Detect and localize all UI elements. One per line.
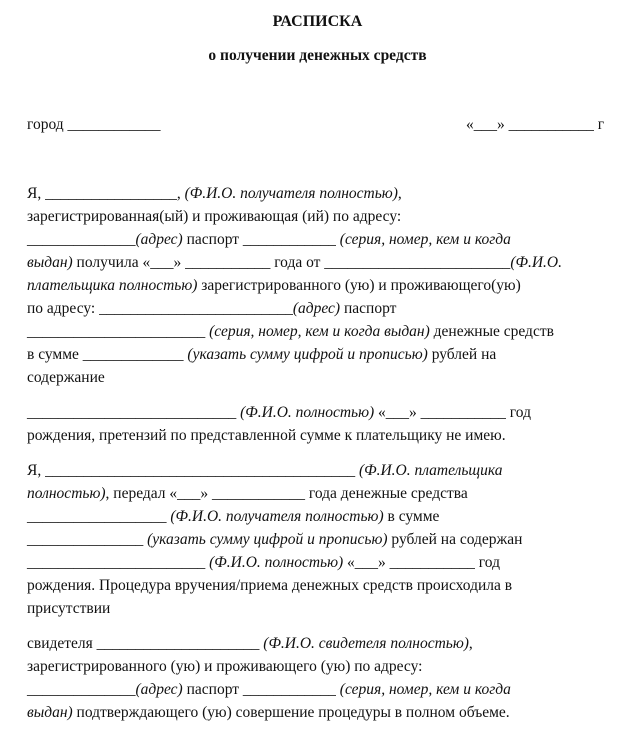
p4-line-4 xyxy=(27,703,510,723)
hint: (Ф.И.О. полностью) xyxy=(240,404,375,421)
text: по адресу: _________________________ xyxy=(27,300,293,317)
hint: (Ф.И.О. получателя полностью) xyxy=(170,508,384,525)
hint: (серия, номер, кем и когда xyxy=(339,681,511,698)
document-title: РАСПИСКА xyxy=(272,13,363,30)
hint: (Ф.И.О. плательщика xyxy=(358,462,503,479)
text: подтверждающего (ую) совершение процедуры в полном объеме. xyxy=(72,704,510,721)
text: паспорт xyxy=(340,300,397,317)
p3-line-1 xyxy=(27,461,503,481)
p3-line-3 xyxy=(27,507,439,527)
document-subtitle: о получении денежных средств xyxy=(208,47,427,64)
p1-line-4 xyxy=(27,253,562,273)
text: свидетеля _____________________ xyxy=(27,635,264,652)
p3-line-2 xyxy=(27,484,468,504)
p2-line-1 xyxy=(27,403,531,423)
text: в сумме _____________ xyxy=(27,346,188,363)
p1-line-2: зарегистрированная(ый) и проживающая (ий) по адресу: xyxy=(27,208,402,225)
hint: (адрес) xyxy=(135,231,183,248)
text: _______________________ xyxy=(27,554,210,571)
text: рублей на xyxy=(427,346,497,363)
hint: плательщика полностью) xyxy=(27,277,198,294)
text: , передал «___» ____________ года денежные средства xyxy=(105,485,468,502)
hint: полностью) xyxy=(27,485,106,502)
p1-line-3 xyxy=(27,230,511,250)
hint: выдан) xyxy=(27,704,73,721)
p1-line-8 xyxy=(27,345,496,365)
text: _______________ xyxy=(27,531,148,548)
p3-line-6: рождения. Процедура вручения/приема денежных средств происходила в xyxy=(27,577,513,594)
text: зарегистрированного (ую) и проживающего(ую) xyxy=(197,277,521,294)
hint: (Ф.И.О. получателя полностью) xyxy=(184,185,398,202)
p4-line-1 xyxy=(27,634,473,654)
hint: (адрес) xyxy=(135,681,183,698)
text: «___» ___________ год xyxy=(374,404,531,421)
hint: (Ф.И.О. свидетеля полностью) xyxy=(263,635,469,652)
p1-line-6 xyxy=(27,299,396,319)
text: Я, _________________, xyxy=(27,185,185,202)
text: ______________ xyxy=(27,681,136,698)
hint: (указать сумму цифрой и прописью) xyxy=(147,531,388,548)
p3-line-5 xyxy=(27,553,500,573)
hint: (Ф.И.О. xyxy=(510,254,562,271)
p1-line-5 xyxy=(27,276,521,296)
text: получила «___» ___________ года от ________________________ xyxy=(72,254,511,271)
text: _______________________ xyxy=(27,323,210,340)
hint: выдан) xyxy=(27,254,73,271)
p4-line-2: зарегистрированного (ую) и проживающего (ую) по адресу: xyxy=(27,658,423,675)
text: «___» ___________ год xyxy=(343,554,500,571)
p4-line-3 xyxy=(27,680,511,700)
p3-line-4 xyxy=(27,530,522,550)
hint: (серия, номер, кем и когда выдан) xyxy=(209,323,430,340)
city-line: город ____________ xyxy=(27,116,161,133)
text: денежные средств xyxy=(429,323,554,340)
hint: (серия, номер, кем и когда xyxy=(339,231,511,248)
p1-line-9: содержание xyxy=(27,369,105,386)
text: Я, ________________________________________ xyxy=(27,462,359,479)
date-line: «___» ___________ г xyxy=(466,116,605,133)
hint: (указать сумму цифрой и прописью) xyxy=(187,346,428,363)
text: паспорт ____________ xyxy=(182,681,340,698)
hint: (Ф.И.О. полностью) xyxy=(209,554,344,571)
text: , xyxy=(468,635,473,652)
p1-line-7 xyxy=(27,322,554,342)
text: рублей на содержан xyxy=(387,531,523,548)
text: ___________________________ xyxy=(27,404,241,421)
text: в сумме xyxy=(383,508,440,525)
text: __________________ xyxy=(27,508,171,525)
p3-line-7: присутствии xyxy=(27,600,111,617)
text: паспорт ____________ xyxy=(182,231,340,248)
text: ______________ xyxy=(27,231,136,248)
text: , xyxy=(397,185,402,202)
hint: (адрес) xyxy=(292,300,341,317)
p2-line-2: рождения, претензий по представленной сумме к плательщику не имею. xyxy=(27,427,506,444)
p1-line-1 xyxy=(27,184,402,204)
